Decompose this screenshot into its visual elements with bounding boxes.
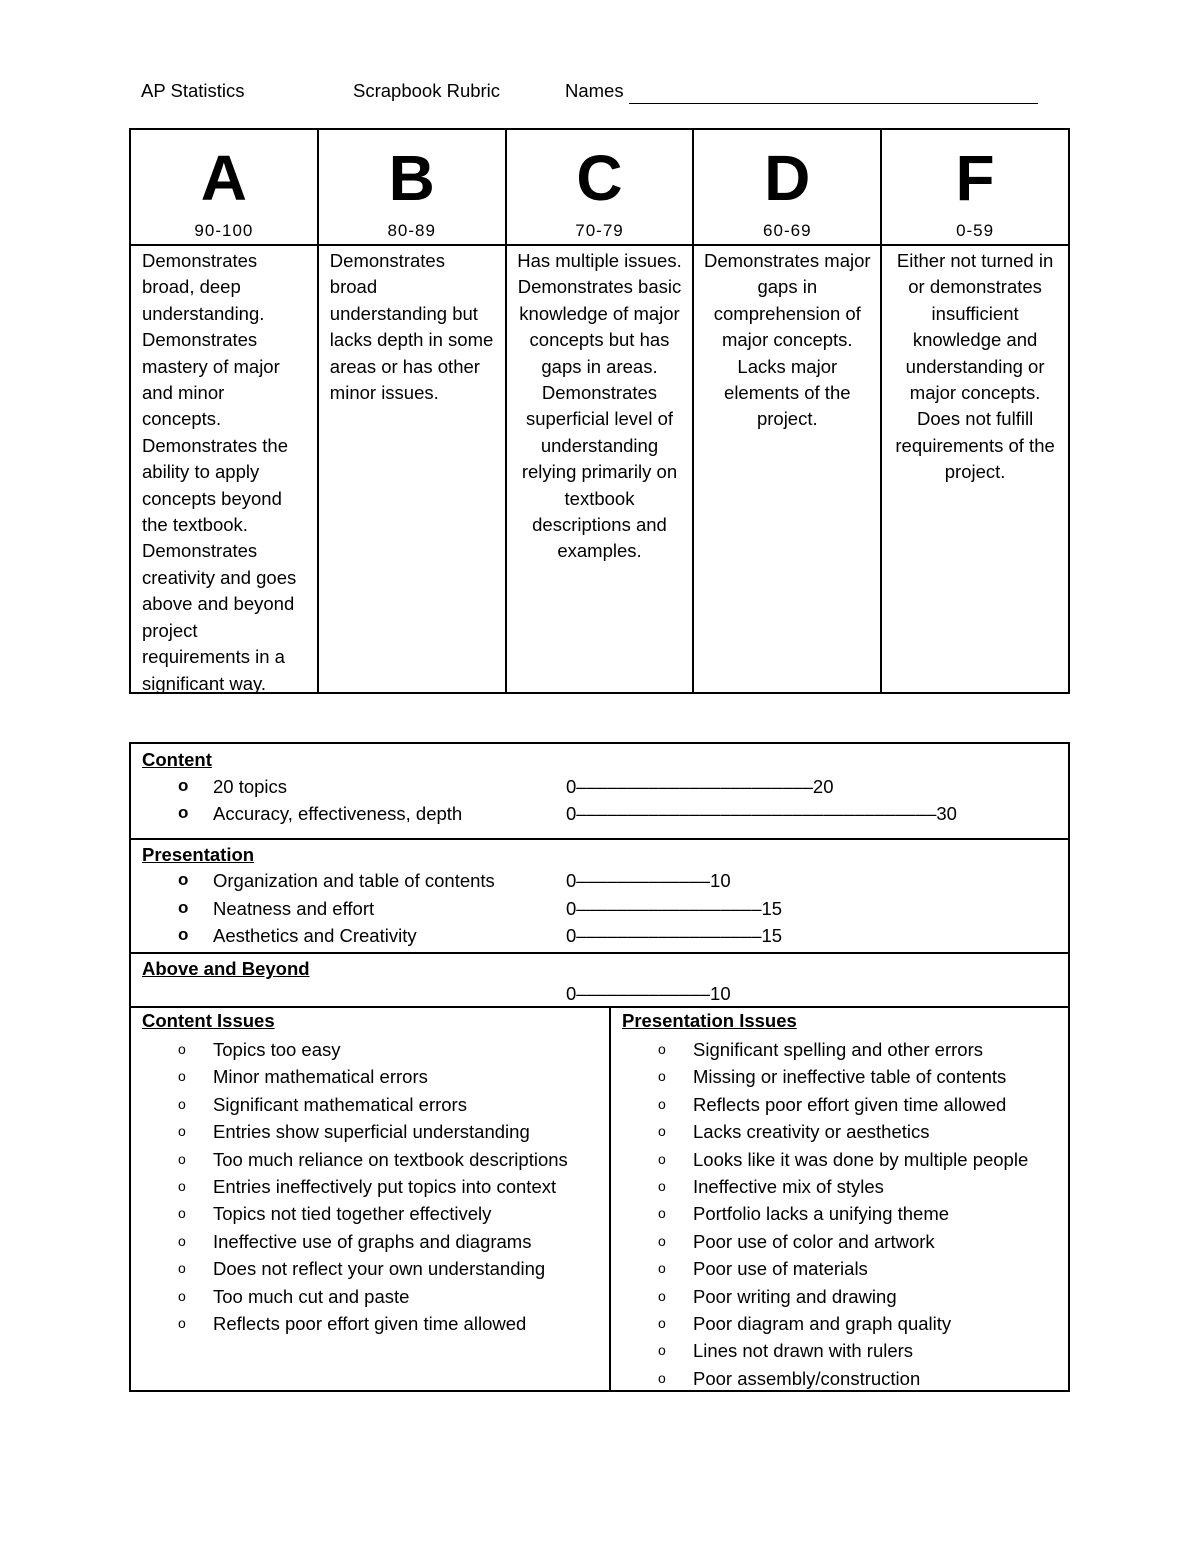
list-item: o Reflects poor effort given time allowed: [611, 1091, 1068, 1118]
bullet-icon: o: [658, 1095, 666, 1112]
grade-range: 80-89: [387, 221, 436, 240]
bullet-icon: o: [178, 776, 189, 795]
grade-column-a: [131, 130, 319, 692]
criterion-label: Aesthetics and Creativity: [213, 925, 417, 946]
bullet-icon: o: [178, 898, 189, 917]
bullet-icon: o: [658, 1177, 666, 1194]
content-issues-title: Content Issues: [142, 1010, 275, 1031]
above-and-beyond-section: [131, 954, 1068, 1008]
content-section: [131, 744, 1068, 840]
score-scale: 0–––––––––––––10: [566, 983, 731, 1004]
bullet-icon: o: [658, 1150, 666, 1167]
criterion-label: Neatness and effort: [213, 898, 375, 919]
grade-range: 0-59: [956, 221, 995, 240]
bullet-icon: o: [178, 1095, 186, 1112]
course-title: AP Statistics: [141, 80, 245, 101]
grade-letter: C: [576, 142, 623, 214]
list-item: o Poor diagram and graph quality: [611, 1310, 1068, 1337]
bullet-icon: o: [178, 803, 189, 822]
grade-letter: D: [764, 142, 811, 214]
bullet-icon: o: [178, 870, 189, 889]
above-and-beyond-title: Above and Beyond: [142, 958, 310, 979]
bullet-icon: o: [178, 925, 189, 944]
presentation-issues-list: [611, 1036, 1068, 1392]
score-scale: 0–––––––––––––––––––––––20: [566, 776, 834, 797]
grade-description: Demonstrates broad, deep understanding. Demonstrates mastery of major and minor concepts. Demonstrates the ability to apply concepts beyond the textbook. Demonstrates creativity and goes above and beyond project requirements in a significant way.: [142, 250, 297, 694]
content-issues-list: [131, 1036, 609, 1337]
grade-header: [882, 130, 1068, 246]
bullet-icon: o: [178, 1287, 186, 1304]
grade-range: 60-69: [763, 221, 812, 240]
grade-header: [507, 130, 693, 246]
presentation-issues-column: [611, 1008, 1068, 1390]
bullet-icon: o: [658, 1041, 666, 1057]
score-scale: 0–––––––––––––––––––––––––––––––––––30: [566, 803, 957, 824]
grade-range: 70-79: [575, 221, 624, 240]
list-item: o Too much reliance on textbook descriptions: [131, 1146, 609, 1173]
grade-column-d: [694, 130, 882, 692]
grade-column-b: [319, 130, 507, 692]
grade-header: [319, 130, 505, 246]
criterion-label: Organization and table of contents: [213, 870, 495, 891]
bullet-icon: o: [658, 1260, 666, 1277]
list-item: o Ineffective use of graphs and diagrams: [131, 1228, 609, 1255]
bullet-icon: o: [658, 1369, 666, 1386]
list-item: o Poor use of color and artwork: [611, 1228, 1068, 1255]
criterion-label: 20 topics: [213, 776, 288, 797]
bullet-icon: o: [178, 1232, 186, 1249]
list-item: o Entries show superficial understanding: [131, 1118, 609, 1145]
grade-column-f: [882, 130, 1068, 692]
names-blank-line[interactable]: [629, 103, 1038, 104]
list-item: o Lacks creativity or aesthetics: [611, 1118, 1068, 1145]
score-scale: 0––––––––––––––––––15: [566, 898, 783, 919]
content-issues-column: [131, 1008, 609, 1390]
bullet-icon: o: [658, 1232, 666, 1249]
presentation-row-aesthetics: [131, 925, 1068, 951]
grade-description: Demonstrates major gaps in comprehension of major concepts. Lacks major elements of the project.: [704, 250, 871, 430]
list-item: o Ineffective mix of styles: [611, 1173, 1068, 1200]
list-item: o Poor writing and drawing: [611, 1283, 1068, 1310]
list-item: o Significant mathematical errors: [131, 1091, 609, 1118]
content-row-accuracy: [131, 803, 1068, 829]
grade-range: 90-100: [194, 221, 254, 240]
bullet-icon: o: [178, 1260, 186, 1277]
list-item: o Poor use of materials: [611, 1255, 1068, 1282]
bullet-icon: o: [658, 1068, 666, 1085]
list-item: o Minor mathematical errors: [131, 1063, 609, 1090]
grade-letter: B: [388, 142, 435, 214]
bullet-icon: o: [178, 1314, 186, 1331]
content-title: Content: [142, 749, 212, 770]
grade-column-c: [507, 130, 695, 692]
bullet-icon: o: [658, 1287, 666, 1304]
list-item: o Portfolio lacks a unifying theme: [611, 1200, 1068, 1227]
score-scale: 0––––––––––––––––––15: [566, 925, 783, 946]
bullet-icon: o: [658, 1342, 666, 1359]
list-item: o Entries ineffectively put topics into context: [131, 1173, 609, 1200]
list-item: o Reflects poor effort given time allowed: [131, 1310, 609, 1337]
criterion-label: Accuracy, effectiveness, depth: [213, 803, 463, 824]
document-title: Scrapbook Rubric: [353, 80, 501, 101]
content-row-topics: [131, 776, 1068, 802]
bullet-icon: o: [178, 1150, 186, 1167]
grade-description: Demonstrates broad understanding but lacks depth in some areas or has other minor issues.: [329, 250, 494, 404]
presentation-row-organization: [131, 870, 1068, 896]
list-item: o Topics too easy: [131, 1036, 609, 1063]
list-item: o Lines not drawn with rulers: [611, 1337, 1068, 1364]
grade-description: Has multiple issues. Demonstrates basic knowledge of major concepts but has gaps in areas. Demonstrates superficial level of understanding relying primarily on textbook descriptions and examples.: [517, 250, 682, 562]
grade-header: [131, 130, 317, 246]
list-item: o Poor assembly/construction: [611, 1365, 1068, 1392]
grade-letter: F: [955, 142, 995, 214]
list-item: o Significant spelling and other errors: [611, 1036, 1068, 1063]
points-table: [129, 742, 1070, 1392]
grade-rubric-table: [129, 128, 1070, 694]
presentation-section: [131, 840, 1068, 954]
list-item: o Does not reflect your own understanding: [131, 1255, 609, 1282]
bullet-icon: o: [178, 1177, 186, 1194]
score-scale: 0–––––––––––––10: [566, 870, 731, 891]
bullet-icon: o: [178, 1068, 186, 1085]
above-and-beyond-row: [131, 983, 1068, 1009]
bullet-icon: o: [178, 1123, 186, 1140]
bullet-icon: o: [178, 1205, 186, 1222]
names-label: Names: [565, 80, 624, 101]
list-item: o Looks like it was done by multiple people: [611, 1146, 1068, 1173]
issues-section: [131, 1008, 1068, 1390]
bullet-icon: o: [658, 1123, 666, 1140]
presentation-issues-title: Presentation Issues: [622, 1010, 797, 1031]
presentation-title: Presentation: [142, 844, 255, 865]
bullet-icon: o: [178, 1041, 186, 1057]
presentation-row-neatness: [131, 898, 1068, 924]
list-item: o Too much cut and paste: [131, 1283, 609, 1310]
list-item: o Topics not tied together effectively: [131, 1200, 609, 1227]
grade-description: Either not turned in or demonstrates insufficient knowledge and understanding or major concepts. Does not fulfill requirements of the project.: [895, 250, 1055, 483]
bullet-icon: o: [658, 1314, 666, 1331]
grade-header: [694, 130, 880, 246]
grade-letter: A: [200, 142, 247, 214]
bullet-icon: o: [658, 1205, 666, 1222]
list-item: o Missing or ineffective table of contents: [611, 1063, 1068, 1090]
